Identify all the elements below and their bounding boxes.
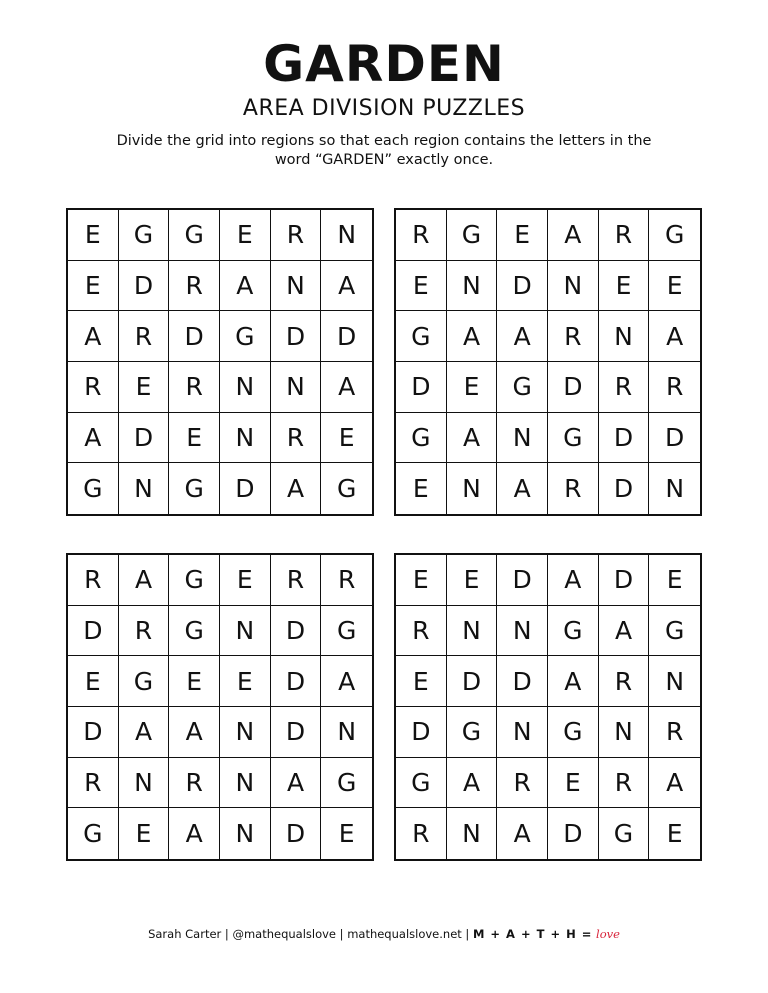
grid-cell: N <box>220 808 271 859</box>
grid-cell: G <box>119 210 170 261</box>
grid-cell: G <box>447 707 498 758</box>
grid-cell: G <box>336 474 357 504</box>
grid-cell: A <box>271 463 322 514</box>
puzzle-grid-4 <box>394 553 702 861</box>
grid-cell: E <box>169 413 220 464</box>
grid-cell: R <box>271 413 322 464</box>
footer-credits: Sarah Carter | @mathequalslove | mathequalslove.net | <box>148 927 473 941</box>
grid-cell: D <box>119 261 170 312</box>
grid-cell: E <box>447 555 498 606</box>
grid-cell: A <box>497 808 548 859</box>
grid-cell: E <box>68 261 119 312</box>
grid-cell: A <box>321 362 372 413</box>
grid-cell: R <box>169 362 220 413</box>
grid-cell: A <box>321 656 372 707</box>
grid-cell: D <box>548 808 599 859</box>
grid-cell: D <box>169 311 220 362</box>
grid-cell: R <box>271 210 322 261</box>
grid-cell: D <box>271 311 322 362</box>
grid-cell: A <box>548 210 599 261</box>
grid-cell: E <box>396 463 447 514</box>
grid-cell: A <box>447 311 498 362</box>
grid-cell: R <box>119 311 170 362</box>
grid-cell: R <box>68 758 119 809</box>
grid-cell: G <box>548 413 599 464</box>
grid-cell: E <box>447 362 498 413</box>
grid-cell: R <box>68 555 119 606</box>
grid-cell: R <box>119 606 170 657</box>
grid-cell: N <box>447 261 498 312</box>
grid-cell: A <box>119 555 170 606</box>
grid-cell: R <box>497 758 548 809</box>
grid-cell: D <box>321 311 372 362</box>
grid-cell: R <box>396 808 447 859</box>
grid-cell: G <box>68 463 119 514</box>
grid-cell: N <box>220 758 271 809</box>
grid-cell: D <box>119 413 170 464</box>
footer-love-logo: love <box>596 927 620 941</box>
grid-cell: R <box>68 362 119 413</box>
grid-cell: N <box>497 606 548 657</box>
grid-cell: N <box>271 362 322 413</box>
grid-cell: D <box>497 261 548 312</box>
grid-cell: R <box>169 261 220 312</box>
grid-cell: G <box>169 606 220 657</box>
grid-cell: N <box>321 707 372 758</box>
grid-cell: A <box>447 413 498 464</box>
grid-cell: A <box>497 311 548 362</box>
grid-cell: D <box>68 606 119 657</box>
grid-cell: E <box>169 656 220 707</box>
grid-cell: E <box>68 210 119 261</box>
grid-cell: N <box>599 311 650 362</box>
grid-cell: N <box>119 463 170 514</box>
grid-cell: R <box>599 362 650 413</box>
grid-cell: D <box>68 707 119 758</box>
grid-cell: A <box>169 707 220 758</box>
grid-cell: G <box>497 362 548 413</box>
grid-cell: E <box>396 261 447 312</box>
grid-cell: N <box>271 261 322 312</box>
grid-cell: G <box>396 311 447 362</box>
footer-brand: M + A + T + H = <box>472 927 593 941</box>
grid-cell: N <box>220 413 271 464</box>
grid-cell: D <box>599 463 650 514</box>
grid-cell: E <box>119 808 170 859</box>
grid-cell: N <box>447 808 498 859</box>
grid-cell: R <box>271 555 322 606</box>
grid-cell: D <box>271 656 322 707</box>
footer <box>0 926 768 942</box>
grid-cell: G <box>321 606 372 657</box>
grid-cell: A <box>220 261 271 312</box>
grid-cell: E <box>599 261 650 312</box>
grid-cell: N <box>497 707 548 758</box>
grid-cell: G <box>169 463 220 514</box>
grid-cell: R <box>321 555 372 606</box>
grid-cell: E <box>396 656 447 707</box>
grid-cell: R <box>649 362 700 413</box>
grid-cell: G <box>599 808 650 859</box>
grid-cell: D <box>271 606 322 657</box>
grid-cell: A <box>321 261 372 312</box>
grid-cell: R <box>396 210 447 261</box>
grid-cell: G <box>548 707 599 758</box>
grid-cell: E <box>666 819 683 849</box>
grid-cell: A <box>271 758 322 809</box>
grid-cell: A <box>447 758 498 809</box>
page-title: GARDEN <box>263 35 505 93</box>
page-subtitle: AREA DIVISION PUZZLES <box>242 96 526 121</box>
grid-cell: E <box>548 758 599 809</box>
grid-cell: N <box>220 707 271 758</box>
grid-cell: D <box>396 707 447 758</box>
grid-cell: E <box>68 656 119 707</box>
grid-cell: G <box>169 210 220 261</box>
grid-cell: A <box>68 311 119 362</box>
grid-cell: D <box>271 808 322 859</box>
grid-cell: E <box>649 261 700 312</box>
grid-cell: N <box>447 606 498 657</box>
grid-cell: R <box>169 758 220 809</box>
grid-cell: A <box>119 707 170 758</box>
grid-cell: A <box>599 606 650 657</box>
grid-cell: A <box>548 656 599 707</box>
puzzle-grid-1 <box>66 208 374 516</box>
grid-cell: G <box>119 656 170 707</box>
grid-cell: D <box>497 656 548 707</box>
grid-cell: D <box>599 555 650 606</box>
grid-cell: R <box>649 707 700 758</box>
grid-cell: D <box>599 413 650 464</box>
grid-cell: A <box>169 808 220 859</box>
grid-cell: R <box>599 210 650 261</box>
grid-cell: N <box>119 758 170 809</box>
grid-cell: N <box>497 413 548 464</box>
grid-cell: A <box>649 758 700 809</box>
grid-cell: G <box>396 758 447 809</box>
grid-cell: R <box>599 758 650 809</box>
grid-cell: D <box>220 463 271 514</box>
grid-cell: E <box>338 819 355 849</box>
grid-cell: E <box>119 362 170 413</box>
grid-cell: G <box>396 413 447 464</box>
grid-cell: N <box>599 707 650 758</box>
grid-cell: E <box>220 656 271 707</box>
grid-cell: G <box>447 210 498 261</box>
grid-cell: N <box>548 261 599 312</box>
grid-cell: E <box>649 555 700 606</box>
grid-cell: R <box>396 606 447 657</box>
grid-cell: N <box>447 463 498 514</box>
grid-cell: E <box>220 210 271 261</box>
grid-cell: E <box>321 413 372 464</box>
grid-cell: R <box>548 311 599 362</box>
grid-cell: E <box>220 555 271 606</box>
grid-cell: A <box>649 311 700 362</box>
instructions: Divide the grid into regions so that each region contains the letters in the word “GARDEN” exactly once. <box>116 133 652 168</box>
grid-cell: N <box>649 656 700 707</box>
grid-cell: N <box>220 362 271 413</box>
grid-cell: A <box>68 413 119 464</box>
grid-cell: E <box>497 210 548 261</box>
grid-cell: D <box>649 413 700 464</box>
grid-cell: D <box>548 362 599 413</box>
grid-cell: G <box>548 606 599 657</box>
grid-cell: N <box>665 474 685 504</box>
grid-cell: D <box>396 362 447 413</box>
grid-cell: G <box>169 555 220 606</box>
grid-cell: A <box>548 555 599 606</box>
grid-cell: D <box>271 707 322 758</box>
grid-cell: E <box>396 555 447 606</box>
grid-cell: N <box>321 210 372 261</box>
grid-cell: G <box>649 210 700 261</box>
grid-cell: G <box>68 808 119 859</box>
puzzle-grid-2 <box>394 208 702 516</box>
puzzle-grid-3 <box>66 553 374 861</box>
grid-cell: G <box>321 758 372 809</box>
grid-cell: D <box>447 656 498 707</box>
grid-cell: R <box>599 656 650 707</box>
grid-cell: G <box>649 606 700 657</box>
grid-cell: D <box>497 555 548 606</box>
grid-cell: N <box>220 606 271 657</box>
grid-cell: A <box>497 463 548 514</box>
grid-cell: R <box>548 463 599 514</box>
grid-cell: G <box>220 311 271 362</box>
